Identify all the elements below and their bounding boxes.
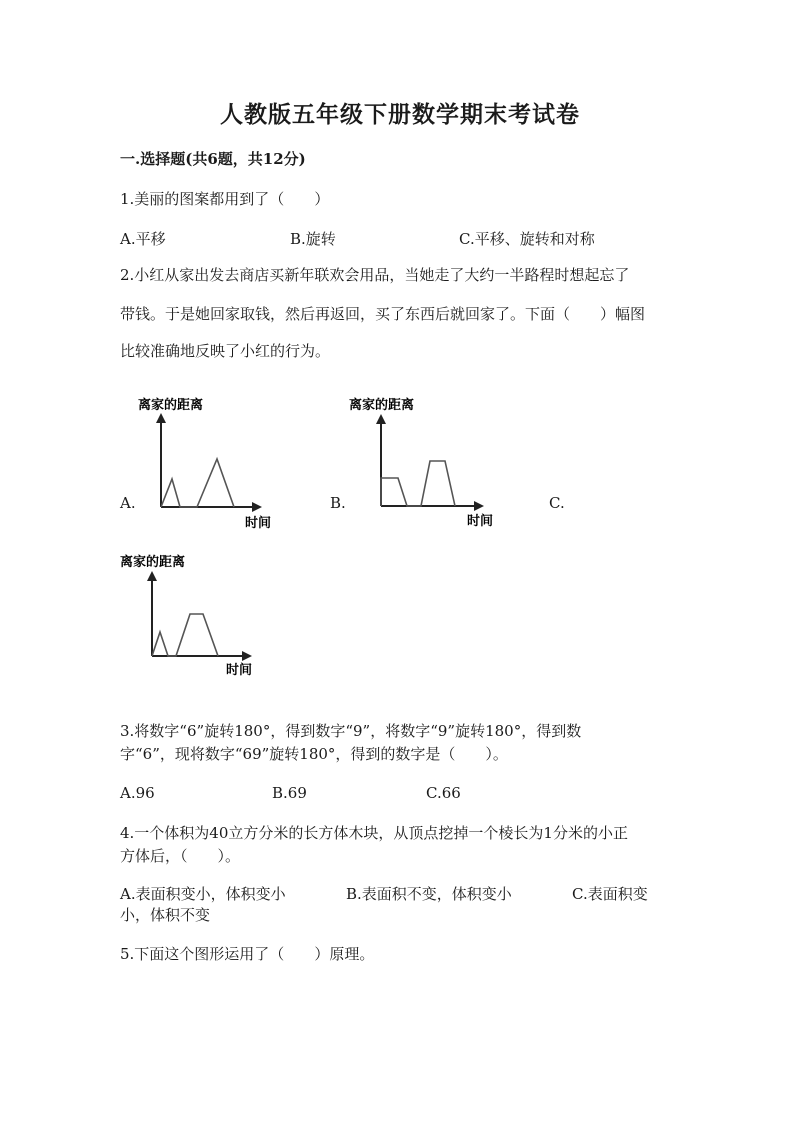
question-4-line-1: 4.一个体积为40立方分米的长方体木块，从顶点挖掉一个棱长为1分米的小正 bbox=[120, 824, 628, 842]
question-3-line-1: 3.将数字“6”旋转180°，得到数字“9”，将数字“9”旋转180°，得到数 bbox=[120, 722, 582, 740]
question-4-option-c-continued: 小，体积不变 bbox=[120, 906, 211, 924]
question-2-line-1: 2.小红从家出发去商店买新年联欢会用品，当她走了大约一半路程时想起忘了 bbox=[120, 266, 630, 284]
graph-c-ylabel: 离家的距离 bbox=[120, 555, 186, 570]
question-4-option-b: B.表面积不变，体积变小 bbox=[346, 885, 512, 903]
graph-c-line bbox=[152, 614, 218, 656]
question-3-option-a: A.96 bbox=[120, 784, 155, 802]
question-1-option-c: C.平移、旋转和对称 bbox=[459, 230, 595, 248]
graph-b bbox=[347, 388, 497, 533]
question-3-option-c: C.66 bbox=[426, 784, 461, 802]
question-4-option-a: A.表面积变小，体积变小 bbox=[120, 885, 286, 903]
question-2-option-c-label: C. bbox=[549, 494, 565, 512]
question-1-option-b: B.旋转 bbox=[290, 230, 336, 248]
question-2-option-b-label: B. bbox=[330, 494, 346, 512]
question-1-option-a: A.平移 bbox=[120, 230, 166, 248]
graph-c-x-arrow bbox=[242, 651, 252, 661]
question-4-line-2: 方体后，（ ）。 bbox=[120, 847, 241, 865]
section-heading: 一.选择题(共6题，共12分) bbox=[120, 150, 306, 168]
exam-title: 人教版五年级下册数学期末考试卷 bbox=[220, 101, 580, 128]
question-2-line-2: 带钱。于是她回家取钱，然后再返回，买了东西后就回家了。下面（ ）幅图 bbox=[120, 305, 646, 323]
graph-a-line bbox=[161, 459, 234, 507]
graph-b-ylabel: 离家的距离 bbox=[349, 398, 415, 413]
graph-a bbox=[130, 388, 280, 533]
question-2-option-a-label: A. bbox=[120, 494, 136, 512]
graph-a-x-arrow bbox=[252, 502, 262, 512]
question-3-option-b: B.69 bbox=[272, 784, 307, 802]
graph-c-y-arrow bbox=[147, 571, 157, 581]
graph-c-xlabel: 时间 bbox=[226, 663, 253, 678]
graph-c bbox=[118, 546, 268, 681]
graph-b-y-arrow bbox=[376, 414, 386, 424]
question-1-stem: 1.美丽的图案都用到了（ ） bbox=[120, 190, 330, 208]
graph-b-line bbox=[381, 461, 455, 506]
graph-a-xlabel: 时间 bbox=[245, 516, 272, 531]
graph-a-ylabel: 离家的距离 bbox=[138, 398, 204, 413]
question-4-option-c: C.表面积变 bbox=[572, 885, 648, 903]
graph-a-y-arrow bbox=[156, 413, 166, 423]
question-3-line-2: 字“6”，现将数字“69”旋转180°，得到的数字是（ ）。 bbox=[120, 745, 508, 763]
question-5-stem: 5.下面这个图形运用了（ ）原理。 bbox=[120, 945, 375, 963]
graph-b-xlabel: 时间 bbox=[467, 514, 494, 529]
question-2-line-3: 比较准确地反映了小红的行为。 bbox=[120, 342, 331, 360]
graph-b-x-arrow bbox=[474, 501, 484, 511]
